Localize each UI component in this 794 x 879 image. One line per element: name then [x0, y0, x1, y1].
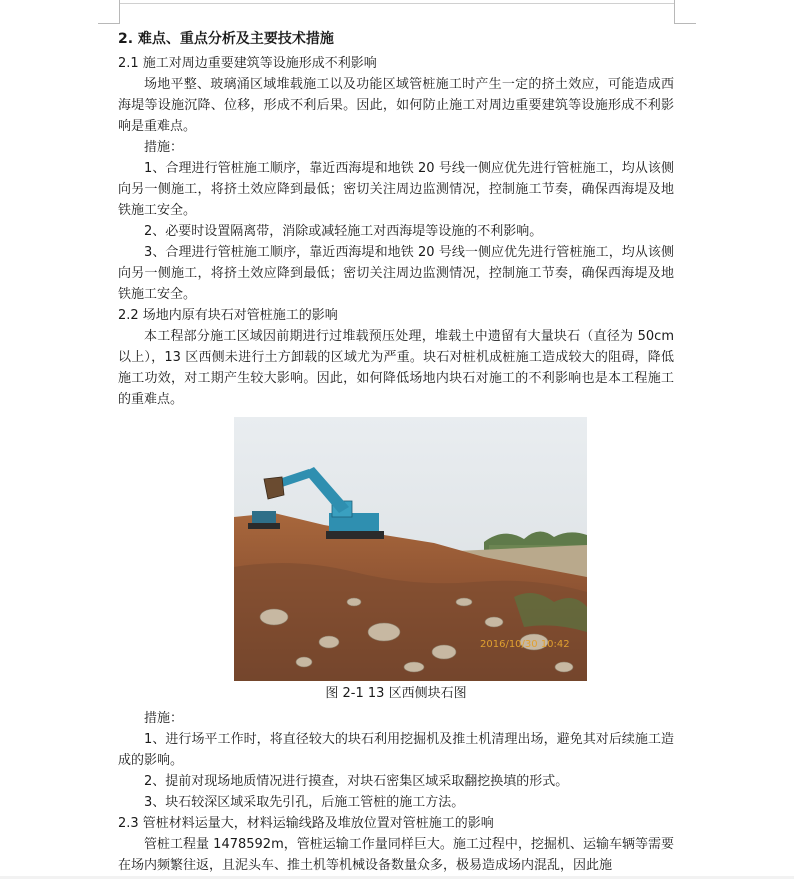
- page-top-edge: [119, 3, 674, 4]
- crop-mark-right-v: [674, 0, 675, 24]
- paragraph: 本工程部分施工区域因前期进行过堆载预压处理，堆载土中遗留有大量块石（直径为 50cm以上），13 区西侧未进行土方卸载的区域尤为严重。块石对桩机成桩施工造成较大的阻碍，降低施工功效，对工期产生较大影响。因此，如何降低场地内块石对施工的不利影响也是本工程施工的重难点。: [118, 329, 674, 407]
- figure-caption: 图 2-1 13 区西侧块石图: [325, 686, 467, 701]
- subsection-heading-2-1: 2.1 施工对周边重要建筑等设施形成不利影响: [118, 56, 377, 71]
- paragraph: 场地平整、玻璃涌区域堆载施工以及功能区域管桩施工时产生一定的挤土效应，可能造成西海堤等设施沉降、位移，形成不利后果。因此，如何防止施工对周边重要建筑等设施形成不利影响是重难点。: [118, 77, 674, 134]
- crop-mark-right-h: [674, 23, 696, 24]
- measure-item: 2、必要时设置隔离带，消除或减轻施工对西海堤等设施的不利影响。: [144, 224, 543, 239]
- measure-item: 3、合理进行管桩施工顺序，靠近西海堤和地铁 20 号线一侧应优先进行管桩施工，均从该侧向另一侧施工，将挤土效应降到最低；密切关注周边监测情况，控制施工节奏，确保西海堤及地铁施工安全。: [118, 245, 674, 302]
- document-body: [118, 28, 674, 876]
- measure-item: 2、提前对现场地质情况进行摸查，对块石密集区域采取翻挖换填的形式。: [144, 774, 569, 789]
- measures-label: 措施：: [144, 711, 184, 726]
- subsection-heading-2-3: 2.3 管桩材料运量大，材料运输线路及堆放位置对管桩施工的影响: [118, 816, 494, 831]
- section-heading: 2. 难点、重点分析及主要技术措施: [118, 31, 334, 47]
- measures-label: 措施：: [144, 140, 184, 155]
- photo-timestamp: 2016/10/30 10:42: [480, 639, 570, 650]
- site-photo-illustration: [234, 417, 587, 681]
- measure-item: 1、进行场平工作时，将直径较大的块石利用挖掘机及推土机清理出场，避免其对后续施工造成的影响。: [118, 732, 674, 768]
- site-photo: [234, 417, 587, 681]
- measure-item: 1、合理进行管桩施工顺序，靠近西海堤和地铁 20 号线一侧应优先进行管桩施工，均从该侧向另一侧施工，将挤土效应降到最低；密切关注周边监测情况，控制施工节奏，确保西海堤及地铁施工安全。: [118, 161, 674, 218]
- paragraph: 管桩工程量 1478592m，管桩运输工作量同样巨大。施工过程中，挖掘机、运输车辆等需要在场内频繁往返，且泥头车、推土机等机械设备数量众多，极易造成场内混乱，因此施: [118, 837, 674, 873]
- crop-mark-left-h: [98, 23, 119, 24]
- crop-mark-left-v: [119, 0, 120, 24]
- bulldozer-icon: [248, 511, 280, 529]
- subsection-heading-2-2: 2.2 场地内原有块石对管桩施工的影响: [118, 308, 338, 323]
- measure-item: 3、块石较深区域采取先引孔，后施工管桩的施工方法。: [144, 795, 465, 810]
